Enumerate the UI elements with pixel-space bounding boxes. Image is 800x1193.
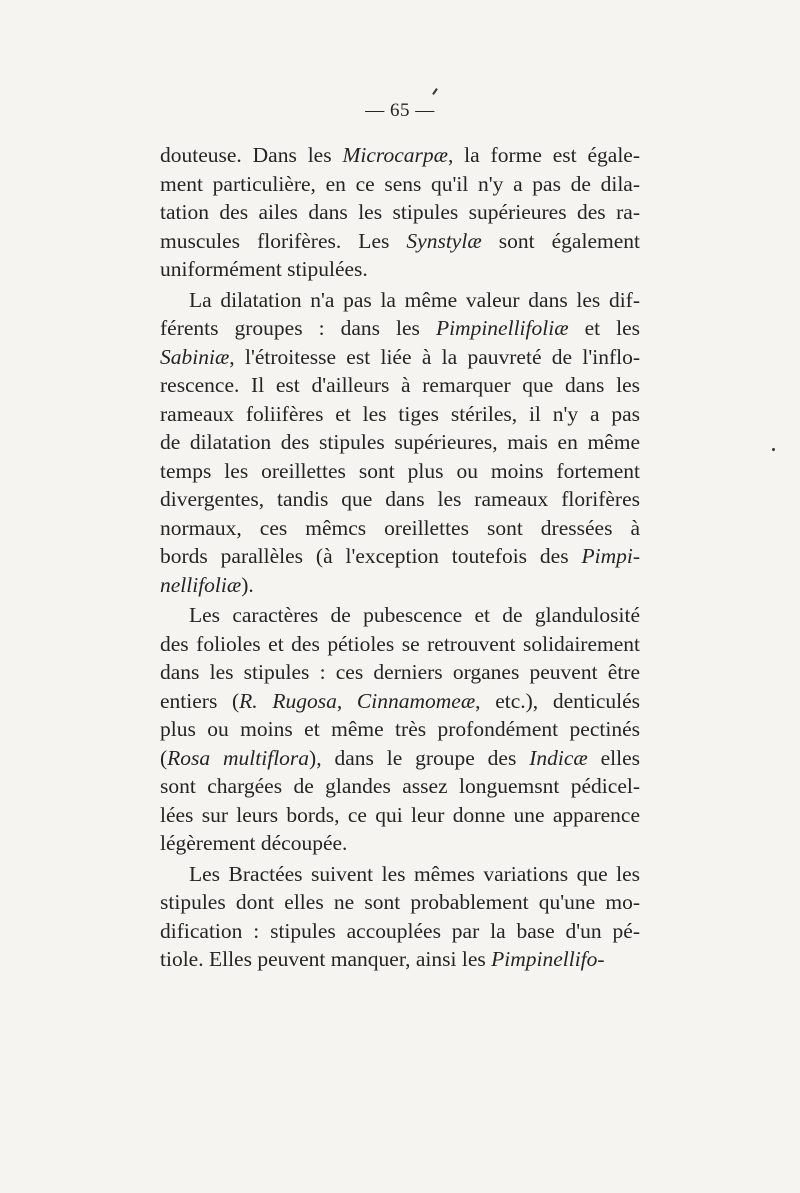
text-line: [160, 772, 640, 801]
text-run: douteuse. Dans les: [160, 143, 343, 167]
text-run: divergentes, tandis que dans les rameaux florifères: [160, 487, 640, 511]
text-run: rameaux foliifères et les tiges stériles, il n'y a pas: [160, 401, 640, 426]
paragraph: [160, 141, 640, 284]
paragraph: [160, 601, 640, 858]
text-run: (: [160, 745, 168, 770]
text-run: des folioles et des pétioles se retrouvent solidairement: [160, 631, 640, 656]
text-line: [160, 571, 640, 600]
text-line: [160, 860, 640, 889]
text-line: [160, 255, 640, 284]
text-line: [160, 371, 640, 400]
text-run: tiole. Elles peuvent manquer, ainsi les: [160, 947, 492, 971]
text-line: [160, 485, 640, 514]
text-line: [160, 687, 640, 716]
italic-term: Pimpinellifoliæ: [435, 316, 569, 340]
text-run: lées sur leurs bords, ce qui leur donne une apparence: [160, 802, 640, 827]
italic-term: nellifoliæ: [160, 572, 242, 597]
text-run: entiers (: [160, 688, 240, 713]
text-run: normaux, ces mêmcs oreillettes sont dressées à: [160, 515, 640, 540]
text-line: [160, 945, 640, 974]
text-run: elles: [587, 745, 640, 770]
text-run: et les: [568, 316, 640, 340]
body-text: [160, 141, 640, 974]
text-run: stipules dont elles ne sont probablement qu'une mo-: [160, 890, 640, 914]
italic-term: Synstylæ: [406, 228, 482, 253]
stray-mark: [432, 88, 438, 95]
text-line: [160, 457, 640, 486]
text-line: [160, 170, 640, 199]
text-run: sont chargées de glandes assez longuemsnt pédicel-: [160, 774, 640, 798]
text-line: [160, 658, 640, 687]
text-run: plus ou moins et même très profondément pectinés: [160, 717, 640, 741]
text-line: [160, 888, 640, 917]
text-line: [160, 744, 640, 773]
text-run: dification : stipules accouplées par la base d'un pé-: [160, 918, 640, 943]
text-run: ment particulière, en ce sens qu'il n'y a pas de dila-: [160, 171, 640, 196]
text-line: [160, 715, 640, 744]
text-run: ,: [336, 688, 357, 713]
text-line: [160, 801, 640, 830]
text-run: bords parallèles (à l'exception toutefois des: [160, 544, 582, 568]
paragraph: [160, 860, 640, 974]
italic-term: Pimpinellifo-: [491, 947, 605, 971]
text-run: temps les oreillettes sont plus ou moins fortement: [160, 458, 640, 483]
text-line: [160, 601, 640, 630]
text-line: [160, 542, 640, 571]
text-line: [160, 227, 640, 256]
text-run: , l'étroitesse est liée à la pauvreté de l'inflo-: [229, 344, 640, 369]
stray-mark: [772, 448, 775, 451]
text-run: sont également: [481, 228, 640, 253]
italic-term: Indicæ: [529, 745, 588, 770]
text-line: [160, 514, 640, 543]
page-number: — 65 —: [365, 100, 435, 121]
text-run: , la forme est égale-: [447, 143, 641, 167]
italic-term: Microcarpæ: [342, 143, 448, 167]
text-run: Les caractères de pubescence et de glandulosité: [189, 603, 640, 627]
text-line: [160, 630, 640, 659]
text-run: de dilatation des stipules supérieures, mais en même: [160, 430, 640, 454]
italic-term: Rosa multiflora: [167, 745, 310, 770]
italic-term: R. Rugosa: [239, 688, 337, 713]
text-line: [160, 829, 640, 858]
text-run: muscules florifères. Les: [160, 228, 407, 253]
text-line: [160, 198, 640, 227]
text-line: [160, 400, 640, 429]
text-run: Les Bractées suivent les mêmes variations que les: [189, 861, 640, 886]
text-line: [160, 917, 640, 946]
italic-term: Sabiniæ: [160, 344, 230, 369]
text-run: uniformément stipulées.: [160, 257, 368, 281]
text-line: [160, 286, 640, 315]
italic-term: Pimpi-: [581, 544, 640, 568]
text-run: légèrement découpée.: [160, 831, 348, 855]
italic-term: Cinnamomeæ: [356, 688, 476, 713]
text-run: rescence. Il est d'ailleurs à remarquer que dans les: [160, 373, 640, 397]
text-run: ).: [241, 572, 254, 597]
text-line: [160, 428, 640, 457]
text-line: [160, 141, 640, 170]
paragraph: [160, 286, 640, 600]
text-run: , etc.), denticulés: [475, 688, 641, 713]
text-run: férents groupes : dans les: [160, 316, 436, 340]
text-line: [160, 314, 640, 343]
text-run: La dilatation n'a pas la même valeur dans les dif-: [189, 287, 640, 312]
text-run: ), dans le groupe des: [309, 745, 530, 770]
text-run: dans les stipules : ces derniers organes peuvent être: [160, 660, 640, 684]
text-run: tation des ailes dans les stipules supérieures des ra-: [160, 200, 640, 224]
text-line: [160, 343, 640, 372]
